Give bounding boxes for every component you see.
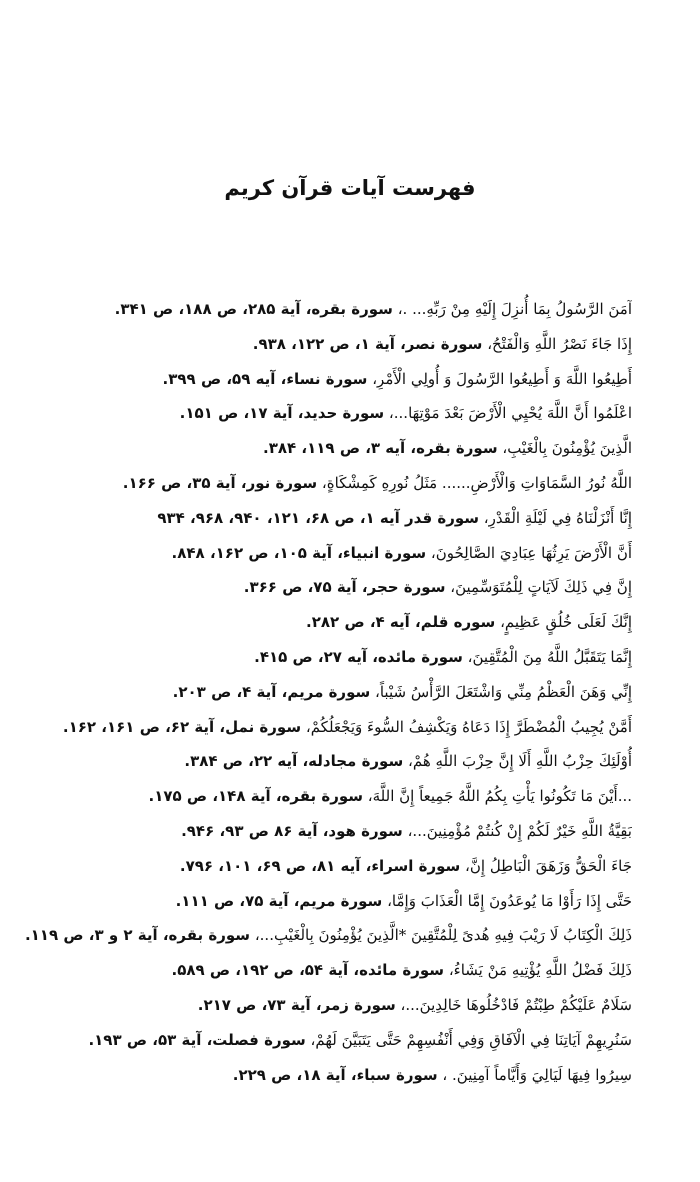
- verse-reference: سورة اسراء، آيه ۸۱، ص ۶۹، ۱۰۱، ۷۹۶.: [179, 856, 461, 875]
- verse-reference: سورة مائده، آيه ۲۷، ص ۴۱۵.: [254, 647, 463, 666]
- list-item: [12, 710, 632, 745]
- verse-text: إِنَّا أَنْزَلْنَاهُ فِي لَيْلَةِ الْقَدْرِ،: [483, 508, 632, 527]
- verse-reference: سورة نساء، آيه ۵۹، ص ۳۹۹.: [162, 369, 368, 388]
- list-item: [12, 570, 632, 605]
- list-item: [12, 953, 632, 988]
- verse-text: سِيرُوا فِيهَا لَيَالِيَ وَأَيَّاماً آمِنِينَ. ،: [442, 1065, 632, 1084]
- list-item: [12, 884, 632, 919]
- verse-reference: سورة فصلت، آية ۵۳، ص ۱۹۳.: [88, 1030, 306, 1049]
- verse-reference: سورة سباء، آية ۱۸، ص ۲۲۹.: [232, 1065, 438, 1084]
- verse-text: إِنَّمَا يَتَقَبَّلُ اللَّهُ مِنَ الْمُتَّقِينَ،: [467, 647, 632, 666]
- list-item: [12, 362, 632, 397]
- verse-text: اللَّهُ نُورُ السَّمَاوَاتِ وَالْأَرْضِ...... مَثَلُ نُورِهِ كَمِشْكَاةٍ،: [321, 473, 632, 492]
- verse-index-list: [12, 292, 632, 1092]
- list-item: [12, 779, 632, 814]
- list-item: [12, 744, 632, 779]
- verse-reference: سورة نصر، آية ۱، ص ۱۲۲، ۹۳۸.: [252, 334, 483, 353]
- verse-reference: سورة بقره، آية ۱۴۸، ص ۱۷۵.: [148, 787, 363, 806]
- verse-text: جَاءَ الْحَقُّ وَزَهَقَ الْبَاطِلُ إِنَّ،: [465, 856, 632, 875]
- list-item: [12, 988, 632, 1023]
- verse-text: سَلَامٌ عَلَيْكُمْ طِبْتُمْ فَادْخُلُوهَا خَالِدِينَ...،: [400, 995, 632, 1014]
- list-item: [12, 536, 632, 571]
- list-item: [12, 918, 632, 953]
- verse-text: إِذَا جَاءَ نَصْرُ اللَّهِ وَالْفَتْحُ،: [487, 334, 632, 353]
- verse-text: بَقِيَّةُ اللَّهِ خَيْرٌ لَكُمْ إِنْ كُنتُمْ مُؤْمِنِينَ...،: [407, 821, 632, 840]
- verse-reference: سورة حجر، آية ۷۵، ص ۳۶۶.: [243, 578, 446, 597]
- verse-reference: سورة قدر آيه ۱، ص ۶۸، ۱۲۱، ۹۴۰، ۹۶۸، ۹۳۴: [157, 508, 480, 527]
- list-item: [12, 849, 632, 884]
- list-item: [12, 431, 632, 466]
- verse-text: حَتَّى إِذَا رَأَوْا مَا يُوعَدُونَ إِمَّا الْعَذَابَ وَإِمَّا،: [387, 891, 632, 910]
- list-item: [12, 814, 632, 849]
- list-item: [12, 1058, 632, 1093]
- verse-reference: سورة مجادله، آيه ۲۲، ص ۳۸۴.: [184, 752, 404, 771]
- verse-reference: سورة انبياء، آية ۱۰۵، ص ۱۶۲، ۸۴۸.: [171, 543, 427, 562]
- verse-reference: سورة بقره، آية ۲ و ۳، ص ۱۱۹.: [24, 926, 251, 945]
- verse-text: سَنُرِيهِمْ آيَاتِنَا فِي الْآفَاقِ وَفِي أَنْفُسِهِمْ حَتَّى يَتَبَيَّنَ لَهُمْ،: [310, 1030, 632, 1049]
- verse-text: ذَلِكَ الْكِتَابُ لَا رَيْبَ فِيهِ هُدىً لِلْمُتَّقِينَ *الَّذِينَ يُؤْمِنُونَ بِالْغَيْبِ...،: [254, 926, 632, 945]
- verse-reference: سورة مريم، آية ۴، ص ۲۰۳.: [172, 682, 371, 701]
- verse-text: ذَلِكَ فَضْلُ اللَّهِ يُؤْتِيهِ مَنْ يَشَاءُ،: [448, 961, 632, 980]
- list-item: [12, 501, 632, 536]
- verse-text: الَّذِينَ يُؤْمِنُونَ بِالْغَيْبِ،: [502, 439, 632, 458]
- list-item: [12, 640, 632, 675]
- verse-reference: سورة مريم، آية ۷۵، ص ۱۱۱.: [175, 891, 383, 910]
- verse-text: أُوْلَئِكَ حِزْبُ اللَّهِ أَلَا إِنَّ حِزْبَ اللَّهِ هُمْ،: [408, 752, 632, 771]
- list-item: [12, 605, 632, 640]
- list-item: [12, 466, 632, 501]
- verse-text: أَطِيعُوا اللَّهَ وَ أَطِيعُوا الرَّسُولَ وَ أُولِي الْأَمْرِ،: [372, 369, 632, 388]
- verse-text: ...أَيْنَ مَا تَكُونُوا يَأْتِ بِكُمُ اللَّهُ جَمِيعاً إِنَّ اللَّهَ،: [367, 787, 632, 806]
- verse-reference: سورة بقره، آية ۲۸۵، ص ۱۸۸، ص ۳۴۱.: [114, 300, 393, 318]
- verse-text: اعْلَمُوا أَنَّ اللَّهَ يُحْيِي الْأَرْضَ بَعْدَ مَوْتِهَا...،: [388, 404, 632, 423]
- verse-reference: سوره قلم، آيه ۴، ص ۲۸۲.: [306, 613, 496, 632]
- verse-reference: سورة هود، آية ۸۶ ص ۹۳، ۹۴۶.: [181, 821, 403, 840]
- list-item: [12, 292, 632, 327]
- verse-reference: سورة بقره، آيه ۳، ص ۱۱۹، ۳۸۴.: [263, 439, 498, 458]
- verse-reference: سورة حديد، آية ۱۷، ص ۱۵۱.: [179, 404, 385, 423]
- verse-reference: سورة نور، آية ۳۵، ص ۱۶۶.: [122, 473, 318, 492]
- verse-reference: سورة مائده، آية ۵۴، ص ۱۹۲، ص ۵۸۹.: [171, 961, 445, 980]
- list-item: [12, 396, 632, 431]
- list-item: [12, 1023, 632, 1058]
- verse-reference: سورة نمل، آية ۶۲، ص ۱۶۱، ۱۶۲.: [62, 717, 302, 736]
- verse-text: أَنَّ الْأَرْضَ يَرِثُهَا عِبَادِيَ الصَّالِحُونَ،: [430, 543, 632, 562]
- list-item: [12, 327, 632, 362]
- verse-text: أَمَّنْ يُجِيبُ الْمُضْطَرَّ إِذَا دَعَاهُ وَيَكْشِفُ السُّوءَ وَيَجْعَلُكُمْ،: [305, 717, 632, 736]
- verse-reference: سورة زمر، آية ۷۳، ص ۲۱۷.: [197, 995, 396, 1014]
- verse-text: إِنِّي وَهَنَ الْعَظْمُ مِنِّي وَاشْتَعَلَ الرَّأْسُ شَيْباً،: [375, 682, 632, 701]
- verse-text: آمَنَ الرَّسُولُ بِمَا أُنزِلَ إِلَيْهِ مِنْ رَبِّهِ... .،: [397, 300, 632, 318]
- verse-text: إِنَّكَ لَعَلَى خُلُقٍ عَظِيمٍ،: [500, 613, 632, 632]
- verse-text: إِنَّ فِي ذَلِكَ لَآيَاتٍ لِلْمُتَوَسِّمِينَ،: [450, 578, 632, 597]
- page-title: فهرست آيات قرآن كريم: [224, 176, 476, 200]
- list-item: [12, 675, 632, 710]
